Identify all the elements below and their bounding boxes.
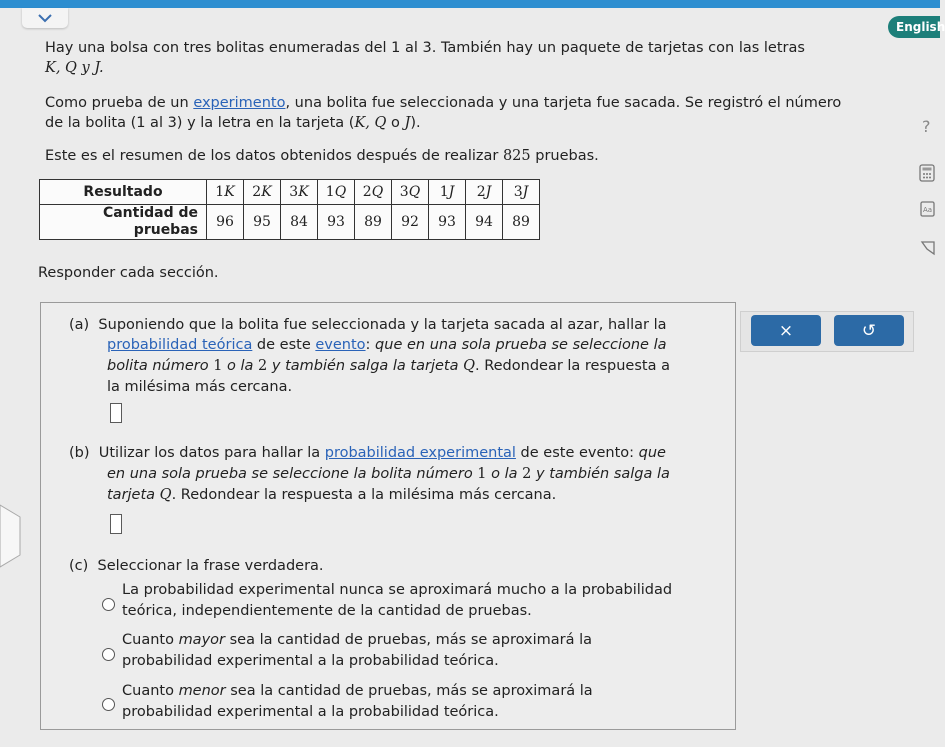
option-text: Cuanto — [122, 683, 179, 699]
part-a-line-3 — [107, 356, 670, 376]
outcome-cell — [355, 180, 392, 205]
trial-count: 825 — [502, 148, 531, 164]
intro-text: o — [386, 115, 405, 131]
intro-line-4 — [45, 113, 421, 133]
option-1-line-2[interactable]: teórica, independientemente de la cantidad de pruebas. — [122, 603, 532, 619]
count-cell: 95 — [244, 205, 281, 240]
option-text: Cuanto — [122, 632, 179, 648]
math-number: 2 — [522, 466, 532, 482]
option-2-line-2[interactable]: probabilidad experimental a la probabilidad teórica. — [122, 653, 499, 669]
intro-line-1: Hay una bolsa con tres bolitas enumeradas del 1 al 3. También hay un paquete de tarjetas con las letras — [45, 40, 805, 56]
intro-letters: K, Q y J. — [45, 60, 104, 76]
answer-input-a[interactable] — [110, 403, 122, 423]
part-b-line-2 — [107, 464, 670, 484]
count-cell: 94 — [466, 205, 503, 240]
math-text: K, Q — [354, 115, 387, 131]
part-label: (a) — [69, 317, 90, 333]
answer-input-b[interactable] — [110, 514, 122, 534]
language-button[interactable]: English — [888, 16, 940, 38]
part-a-text: . Redondear la respuesta a — [474, 358, 670, 374]
part-b-italic: y también salga la — [531, 466, 670, 482]
count-cell: 89 — [503, 205, 540, 240]
outcome-letter: K — [298, 184, 309, 200]
intro-text: ). — [410, 115, 421, 131]
option-1-line-1[interactable]: La probabilidad experimental nunca se aproximará mucho a la probabilidad — [122, 582, 673, 598]
part-c-text: Seleccionar la frase verdadera. — [97, 558, 324, 574]
outcome-number: 2 — [252, 184, 262, 200]
undo-button[interactable]: ↺ — [834, 315, 904, 346]
outcome-letter: Q — [371, 184, 384, 200]
part-a-line-2 — [107, 335, 666, 355]
outcome-number: 2 — [476, 184, 486, 200]
outcome-cell — [207, 180, 244, 205]
math-letter: Q — [463, 358, 475, 374]
side-panel-chevron-icon[interactable] — [0, 505, 22, 567]
option-3-line-2[interactable]: probabilidad experimental a la probabilidad teórica. — [122, 704, 499, 720]
calculator-icon[interactable] — [919, 164, 935, 186]
top-accent-bar — [0, 0, 940, 8]
clear-button[interactable]: × — [751, 315, 821, 346]
summary-text: pruebas. — [530, 148, 599, 164]
outcome-number: 3 — [513, 184, 523, 200]
outcome-cell — [503, 180, 540, 205]
count-cell: 96 — [207, 205, 244, 240]
intro-text: , una bolita fue seleccionada y una tarjeta fue sacada. Se registró el número — [285, 95, 842, 111]
count-header-line: Cantidad de — [102, 205, 198, 221]
outcome-letter: J — [485, 184, 492, 200]
part-b-italic: en una sola prueba se seleccione la bolita número — [107, 466, 478, 482]
outcome-letter: J — [522, 184, 529, 200]
option-emphasis: mayor — [178, 632, 225, 648]
count-cell: 93 — [318, 205, 355, 240]
part-a-text: : — [365, 337, 376, 353]
experiment-link[interactable]: experimento — [193, 95, 286, 111]
outcome-letter: Q — [334, 184, 347, 200]
tool-panel — [740, 311, 914, 352]
radio-option-2[interactable] — [102, 648, 115, 661]
part-c-title — [69, 556, 324, 576]
results-table — [39, 179, 540, 240]
outcome-header: Resultado — [40, 180, 207, 205]
part-a-line-1 — [69, 315, 667, 335]
part-a-text: Suponiendo que la bolita fue seleccionada y la tarjeta sacada al azar, hallar la — [98, 317, 667, 333]
text-icon[interactable] — [920, 201, 935, 221]
outcome-number: 1 — [215, 184, 225, 200]
option-text: sea la cantidad de pruebas, más se aproximará la — [225, 683, 593, 699]
instruction-text: Responder cada sección. — [38, 265, 219, 281]
part-b-italic: tarjeta — [107, 487, 160, 503]
part-a-text: de este — [252, 337, 316, 353]
outcome-cell — [318, 180, 355, 205]
outcome-number: 2 — [362, 184, 372, 200]
math-letter: Q — [159, 487, 172, 503]
part-b-italic: o la — [486, 466, 523, 482]
outcome-number: 1 — [439, 184, 449, 200]
part-label: (b) — [69, 445, 90, 461]
theoretical-probability-link[interactable]: probabilidad teórica — [107, 337, 253, 353]
count-cell: 84 — [281, 205, 318, 240]
outcome-cell — [244, 180, 281, 205]
help-icon[interactable]: ? — [922, 117, 931, 136]
math-number: 1 — [213, 358, 223, 374]
svg-text:Aa: Aa — [923, 206, 933, 214]
option-3-line-1[interactable] — [122, 681, 593, 701]
math-number: 2 — [258, 358, 268, 374]
option-emphasis: menor — [178, 683, 226, 699]
outcome-number: 3 — [289, 184, 299, 200]
count-cell: 93 — [429, 205, 466, 240]
count-cell: 89 — [355, 205, 392, 240]
outcome-letter: J — [448, 184, 455, 200]
math-text: J — [404, 115, 411, 131]
part-a-italic: bolita número — [107, 358, 214, 374]
option-text: sea la cantidad de pruebas, más se aproximará la — [225, 632, 593, 648]
outcome-row — [40, 180, 540, 205]
part-b-text: Utilizar los datos para hallar la — [98, 445, 325, 461]
part-a-italic: o la — [222, 358, 259, 374]
part-b-text: . Redondear la respuesta a la milésima más cercana. — [171, 487, 557, 503]
part-a-line-4: la milésima más cercana. — [107, 379, 293, 395]
outcome-letter: K — [224, 184, 235, 200]
notes-icon[interactable] — [921, 241, 935, 259]
part-b-italic: que — [638, 445, 666, 461]
part-a-italic: que en una sola prueba se seleccione la — [375, 337, 667, 353]
summary-text: Este es el resumen de los datos obtenidos después de realizar — [45, 148, 503, 164]
count-header-line: pruebas — [133, 222, 198, 238]
part-a-italic: y también salga la tarjeta — [267, 358, 464, 374]
count-row — [40, 205, 540, 240]
part-b-text: de este evento: — [515, 445, 639, 461]
outcome-letter: Q — [408, 184, 421, 200]
count-header — [40, 205, 207, 240]
outcome-number: 3 — [399, 184, 409, 200]
radio-option-3[interactable] — [102, 698, 115, 711]
collapse-button[interactable] — [22, 8, 68, 28]
outcome-number: 1 — [325, 184, 335, 200]
intro-text: Como prueba de un — [45, 95, 194, 111]
outcome-letter: K — [261, 184, 272, 200]
option-2-line-1[interactable] — [122, 630, 592, 650]
outcome-cell — [466, 180, 503, 205]
outcome-cell — [281, 180, 318, 205]
event-link[interactable]: evento — [315, 337, 366, 353]
part-b-line-3 — [107, 485, 556, 505]
summary-line — [45, 146, 599, 166]
count-cell: 92 — [392, 205, 429, 240]
part-label: (c) — [69, 558, 89, 574]
chevron-down-icon — [38, 14, 52, 22]
intro-text: de la bolita (1 al 3) y la letra en la tarjeta ( — [45, 115, 355, 131]
math-number: 1 — [477, 466, 487, 482]
intro-line-3 — [45, 93, 841, 113]
part-b-line-1 — [69, 443, 666, 463]
experimental-probability-link[interactable]: probabilidad experimental — [324, 445, 516, 461]
outcome-cell — [392, 180, 429, 205]
radio-option-1[interactable] — [102, 598, 115, 611]
outcome-cell — [429, 180, 466, 205]
